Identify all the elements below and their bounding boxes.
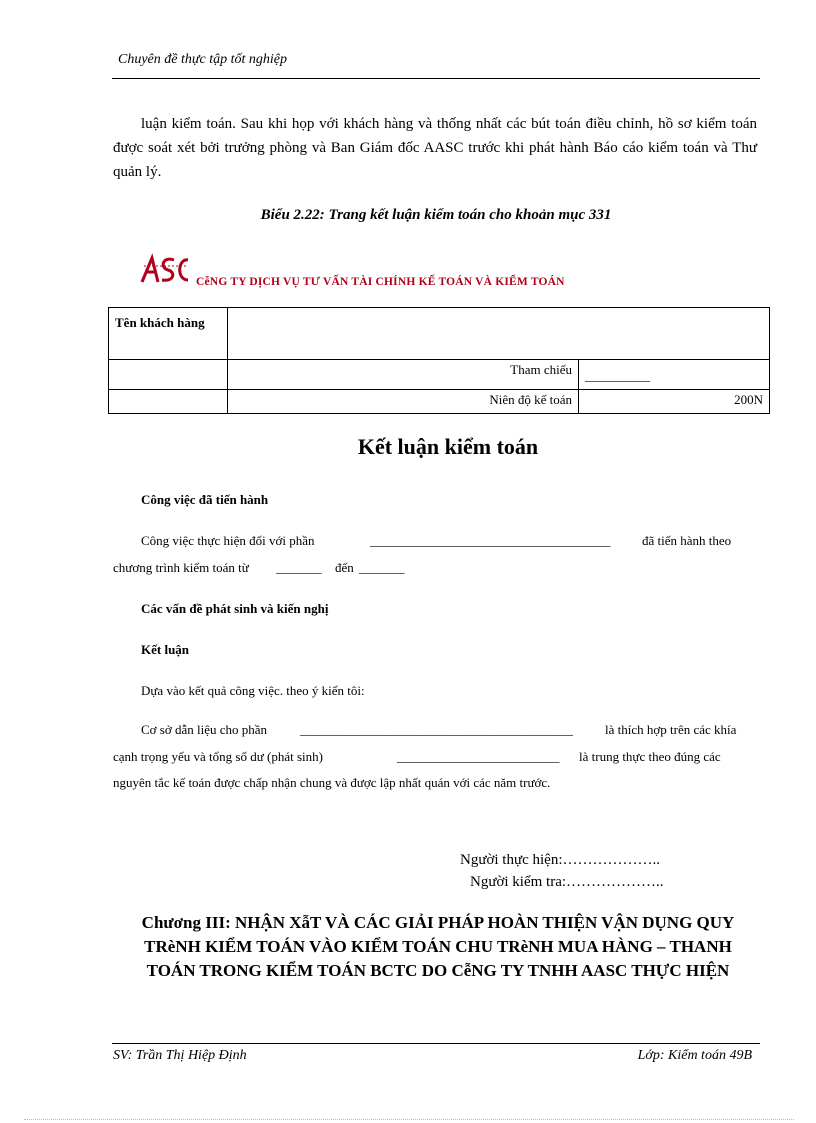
reference-blank: __________ xyxy=(585,368,650,383)
conclusion-line1-a: Cơ sở dẫn liệu cho phần xyxy=(141,722,268,737)
footer-class: Lớp: Kiểm toán 49B xyxy=(637,1048,752,1063)
conclusion-blank-balance[interactable]: _________________________ xyxy=(397,749,560,764)
header-rule xyxy=(112,78,760,79)
conclusion-line3: nguyên tắc kế toán được chấp nhận chung và được lập nhất quán với các năm trước. xyxy=(113,775,551,790)
client-info-table xyxy=(108,307,770,414)
conclusion-line2-a: cạnh trọng yếu và tổng số dư (phát sinh) xyxy=(113,749,323,764)
work-line2-b: đến xyxy=(335,560,354,575)
work-blank-to[interactable]: _______ xyxy=(359,560,405,575)
footer-student: SV: Trần Thị Hiệp Định xyxy=(113,1048,247,1063)
company-name: CễNG TY DỊCH VỤ TƯ VẤN TÀI CHÍNH KẾ TOÁN VÀ KIỂM TOÁN xyxy=(196,276,565,288)
work-blank-from[interactable]: _______ xyxy=(276,560,322,575)
reference-empty-cell xyxy=(109,360,228,390)
page-bottom-dotted-line xyxy=(24,1119,794,1120)
reference-value-cell[interactable] xyxy=(579,360,770,390)
client-name-cell[interactable] xyxy=(228,308,770,360)
client-name-label: Tên khách hàng xyxy=(109,308,228,360)
work-line1-b: đã tiến hành theo xyxy=(642,533,732,548)
work-heading: Công việc đã tiến hành xyxy=(141,492,269,507)
running-header: Chuyên đề thực tập tốt nghiệp xyxy=(118,52,287,67)
chapter-heading: Chương III: NHẬN XẫT VÀ CÁC GIẢI PHÁP HOÀN THIỆN VẬN DỤNG QUY TRèNH KIỂM TOÁN VÀO KIỂM TOÁN CHU TRèNH MUA HÀNG – THANH TOÁN TRONG KIỂM TOÁN BCTC DO CễNG TY TNHH AASC THỰC HIỆN xyxy=(141,913,735,980)
period-empty-cell xyxy=(109,390,228,414)
reference-label: Tham chiếu xyxy=(228,360,579,390)
intro-paragraph: luận kiểm toán. Sau khi họp với khách hàng và thống nhất các bút toán điều chỉnh, hồ sơ kiểm toán được soát xét bởi trưởng phòng và Ban Giám đốc AASC trước khi phát hành Báo cáo kiểm toán và Thư quản lý. xyxy=(113,116,757,180)
period-label: Niên độ kế toán xyxy=(228,390,579,414)
conclusion-heading: Kết luận xyxy=(141,642,190,657)
reviewer-signature: Người kiểm tra:……………….. xyxy=(470,874,664,890)
footer-rule xyxy=(112,1043,760,1044)
work-line1-a: Công việc thực hiện đối với phần xyxy=(141,533,315,548)
conclusion-line2-b: là trung thực theo đúng các xyxy=(579,749,721,764)
period-value: 200N xyxy=(579,390,770,414)
company-logo xyxy=(140,252,192,286)
conclusion-blank-section[interactable]: __________________________________________ xyxy=(300,722,573,737)
conclusion-line1-b: là thích hợp trên các khía xyxy=(605,722,737,737)
form-title: Kết luận kiểm toán xyxy=(357,434,539,459)
work-blank-section[interactable]: _____________________________________ xyxy=(370,533,611,548)
performer-signature: Người thực hiện:……………….. xyxy=(460,852,661,868)
conclusion-intro: Dựa vào kết quả công việc. theo ý kiến tôi: xyxy=(141,683,365,698)
issues-heading: Các vấn đề phát sinh và kiến nghị xyxy=(141,601,329,616)
work-line2-a: chương trình kiểm toán từ xyxy=(113,560,249,575)
figure-caption: Biểu 2.22: Trang kết luận kiểm toán cho khoản mục 331 xyxy=(260,207,612,223)
